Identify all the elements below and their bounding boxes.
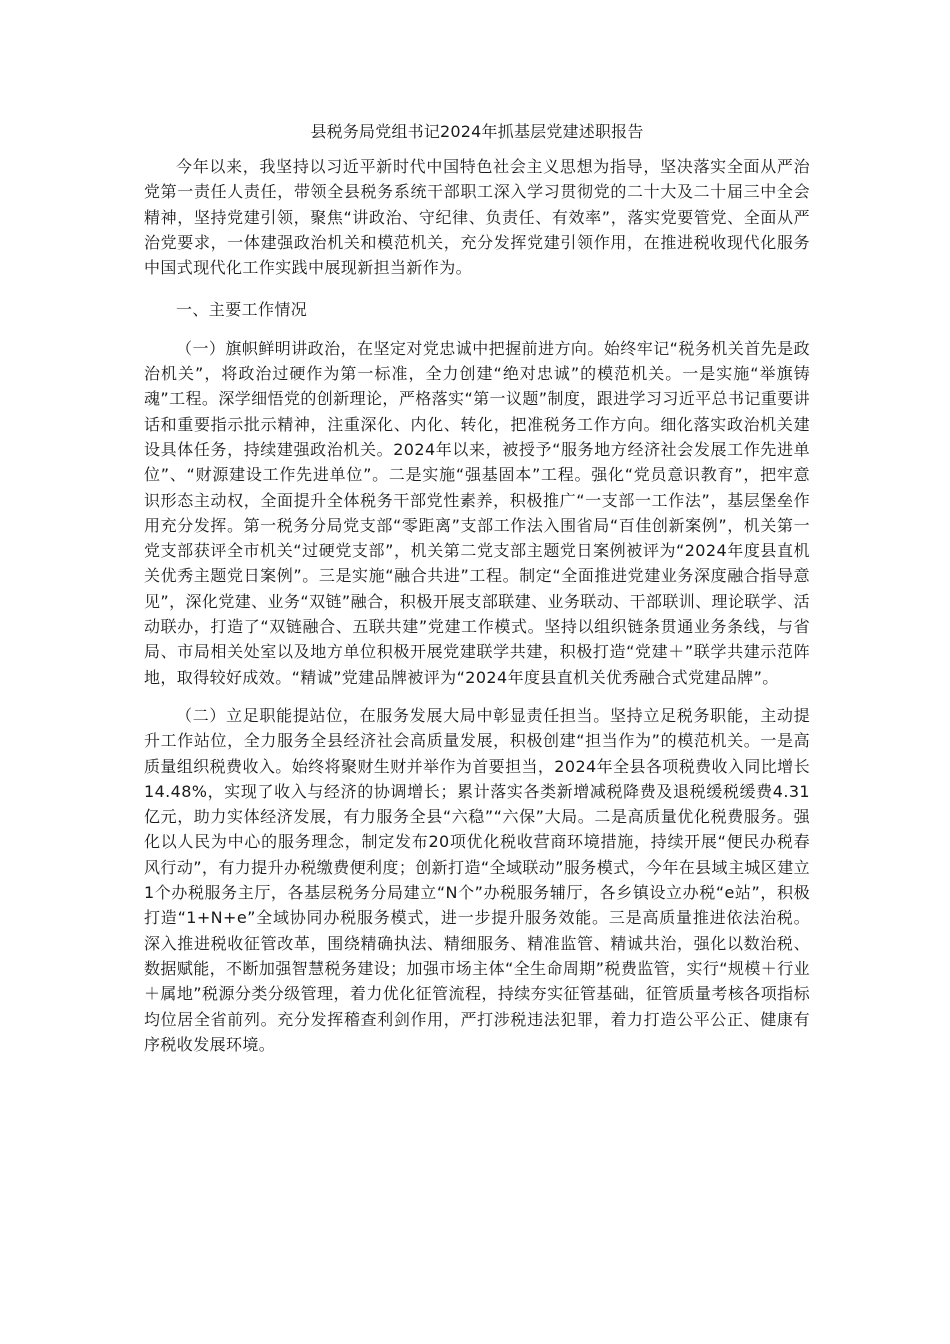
item-one-paragraph: （一）旗帜鲜明讲政治，在坚定对党忠诚中把握前进方向。始终牢记“税务机关首先是政治机关”，将政治过硬作为第一标准，全力创建“绝对忠诚”的模范机关。一是实施“举旗铸魂”工程。深学细悟党的创新理论，严格落实“第一议题”制度，跟进学习习近平总书记重要讲话和重要指示批示精神，注重深化、内化、转化，把准税务工作方向。细化落实政治机关建设具体任务，持续建强政治机关。2024年以来，被授予“服务地方经济社会发展工作先进单位”、“财源建设工作先进单位”。二是实施“强基固本”工程。强化“党员意识教育”，把牢意识形态主动权，全面提升全体税务干部党性素养，积极推广“一支部一工作法”，基层堡垒作用充分发挥。第一税务分局党支部“零距离”支部工作法入围省局“百佳创新案例”，机关第一党支部获评全市机关“过硬党支部”，机关第二党支部主题党日案例被评为“2024年度县直机关优秀主题党日案例”。三是实施“融合共进”工程。制定“全面推进党建业务深度融合指导意见”，深化党建、业务“双链”融合，积极开展支部联建、业务联动、干部联训、理论联学、活动联办，打造了“双链融合、五联共建”党建工作模式。坚持以组织链条贯通业务条线，与省局、市局相关处室以及地方单位积极开展党建联学共建，积极打造“党建＋”联学共建示范阵地，取得较好成效。“精诚”党建品牌被评为“2024年度县直机关优秀融合式党建品牌”。 <box>144 338 810 687</box>
spacer <box>144 280 810 297</box>
spacer <box>144 323 810 336</box>
item-two-paragraph: （二）立足职能提站位，在服务发展大局中彰显责任担当。坚持立足税务职能，主动提升工作站位，全力服务全县经济社会高质量发展，积极创建“担当作为”的模范机关。一是高质量组织税费收入。始终将聚财生财并举作为首要担当，2024年全县各项税费收入同比增长14.48%，实现了收入与经济的协调增长；累计落实各类新增减税降费及退税缓税缓费4.31亿元，助力实体经济发展，有力服务全县“六稳”“六保”大局。二是高质量优化税费服务。强化以人民为中心的服务理念，制定发布20项优化税收营商环境措施，持续开展“便民办税春风行动”，有力提升办税缴费便利度；创新打造“全域联动”服务模式，今年在县域主城区建立1个办税服务主厅，各基层税务分局建立“N个”办税服务辅厅，各乡镇设立办税“e站”，积极打造“1+N+e”全域协同办税服务模式，进一步提升服务效能。三是高质量推进依法治税。深入推进税收征管改革，围绕精确执法、精细服务、精准监管、精诚共治，强化以数治税、数据赋能，不断加强智慧税务建设；加强市场主体“全生命周期”税费监管，实行“规模＋行业＋属地”税源分类分级管理，着力优化征管流程，持续夯实征管基础，征管质量考核各项指标均位居全省前列。充分发挥稽查利剑作用，严打涉税违法犯罪，着力打造公平公正、健康有序税收发展环境。 <box>144 705 810 1054</box>
intro-paragraph: 今年以来，我坚持以习近平新时代中国特色社会主义思想为指导，坚决落实全面从严治党第一责任人责任，带领全县税务系统干部职工深入学习贯彻党的二十大及二十届三中全会精神，坚持党建引领，聚焦“讲政治、守纪律、负责任、有效率”，落实党要管党、全面从严治党要求，一体建强政治机关和模范机关，充分发挥党建引领作用，在推进税收现代化服务中国式现代化工作实践中展现新担当新作为。 <box>144 157 810 278</box>
spacer <box>144 690 810 703</box>
document-title: 县税务局党组书记2024年抓基层党建述职报告 <box>310 122 644 141</box>
section-heading: 一、主要工作情况 <box>176 300 308 320</box>
document-page <box>144 118 810 1057</box>
